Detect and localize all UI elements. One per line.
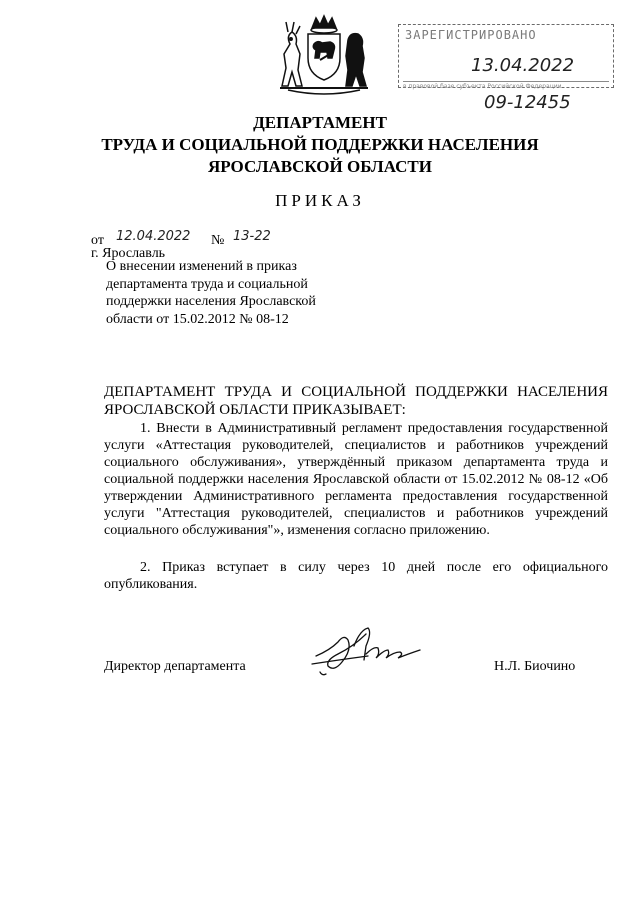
subject-line: области от 15.02.2012 № 08-12 [106,311,289,327]
stamp-underline [403,81,609,82]
order-item-2: 2. Приказ вступает в силу через 10 дней после его официального опубликования. [104,560,608,592]
stamp-heading: ЗАРЕГИСТРИРОВАНО [405,28,537,42]
signatory-position: Директор департамента [104,659,246,674]
stamp-registration-number: 09-12455 [484,92,571,113]
order-item-1: 1. Внести в Административный регламент предоставления государственной услуги «Аттестация руководителей, специалистов и работников учреждений социального обслуживания», утверждённый приказом департамента труда и социальной поддержки населения Ярославской области от 15.02.2012 № 08-12 «Об утверждении Административного регламента предоставления государственной услуги "Аттестация руководителей, специалистов и работников учреждений социального обслуживания"», изменения согласно приложению. [104,421,608,538]
date-from-label: от [91,233,104,248]
order-preamble: ДЕПАРТАМЕНТ ТРУДА И СОЦИАЛЬНОЙ ПОДДЕРЖКИ НАСЕЛЕНИЯ ЯРОСЛАВСКОЙ ОБЛАСТИ ПРИКАЗЫВАЕТ: [104,384,608,418]
stamp-date: 13.04.2022 [471,55,575,76]
subject-line: О внесении изменений в приказ [106,259,297,274]
coat-of-arms-emblem [278,14,370,96]
document-type-title: ПРИКАЗ [275,191,365,210]
document-number: 13-22 [233,229,271,244]
document-subject [106,258,346,328]
org-name-line-2: ТРУДА И СОЦИАЛЬНОЙ ПОДДЕРЖКИ НАСЕЛЕНИЯ [101,135,539,154]
document-date: 12.04.2022 [116,229,191,244]
handwritten-signature [308,620,440,682]
signatory-name: Н.Л. Биочино [494,659,576,674]
city-label: г. Ярославль [91,246,166,261]
org-name-line-1: ДЕПАРТАМЕНТ [253,113,387,132]
number-label: № [211,233,225,248]
subject-line: поддержки населения Ярославской [106,294,316,309]
org-name-line-3: ЯРОСЛАВСКОЙ ОБЛАСТИ [208,157,432,176]
registration-stamp [398,24,614,88]
stamp-note: в правовой базе субъекта Российской Федерации [403,83,562,90]
subject-line: департамента труда и социальной [106,276,308,292]
